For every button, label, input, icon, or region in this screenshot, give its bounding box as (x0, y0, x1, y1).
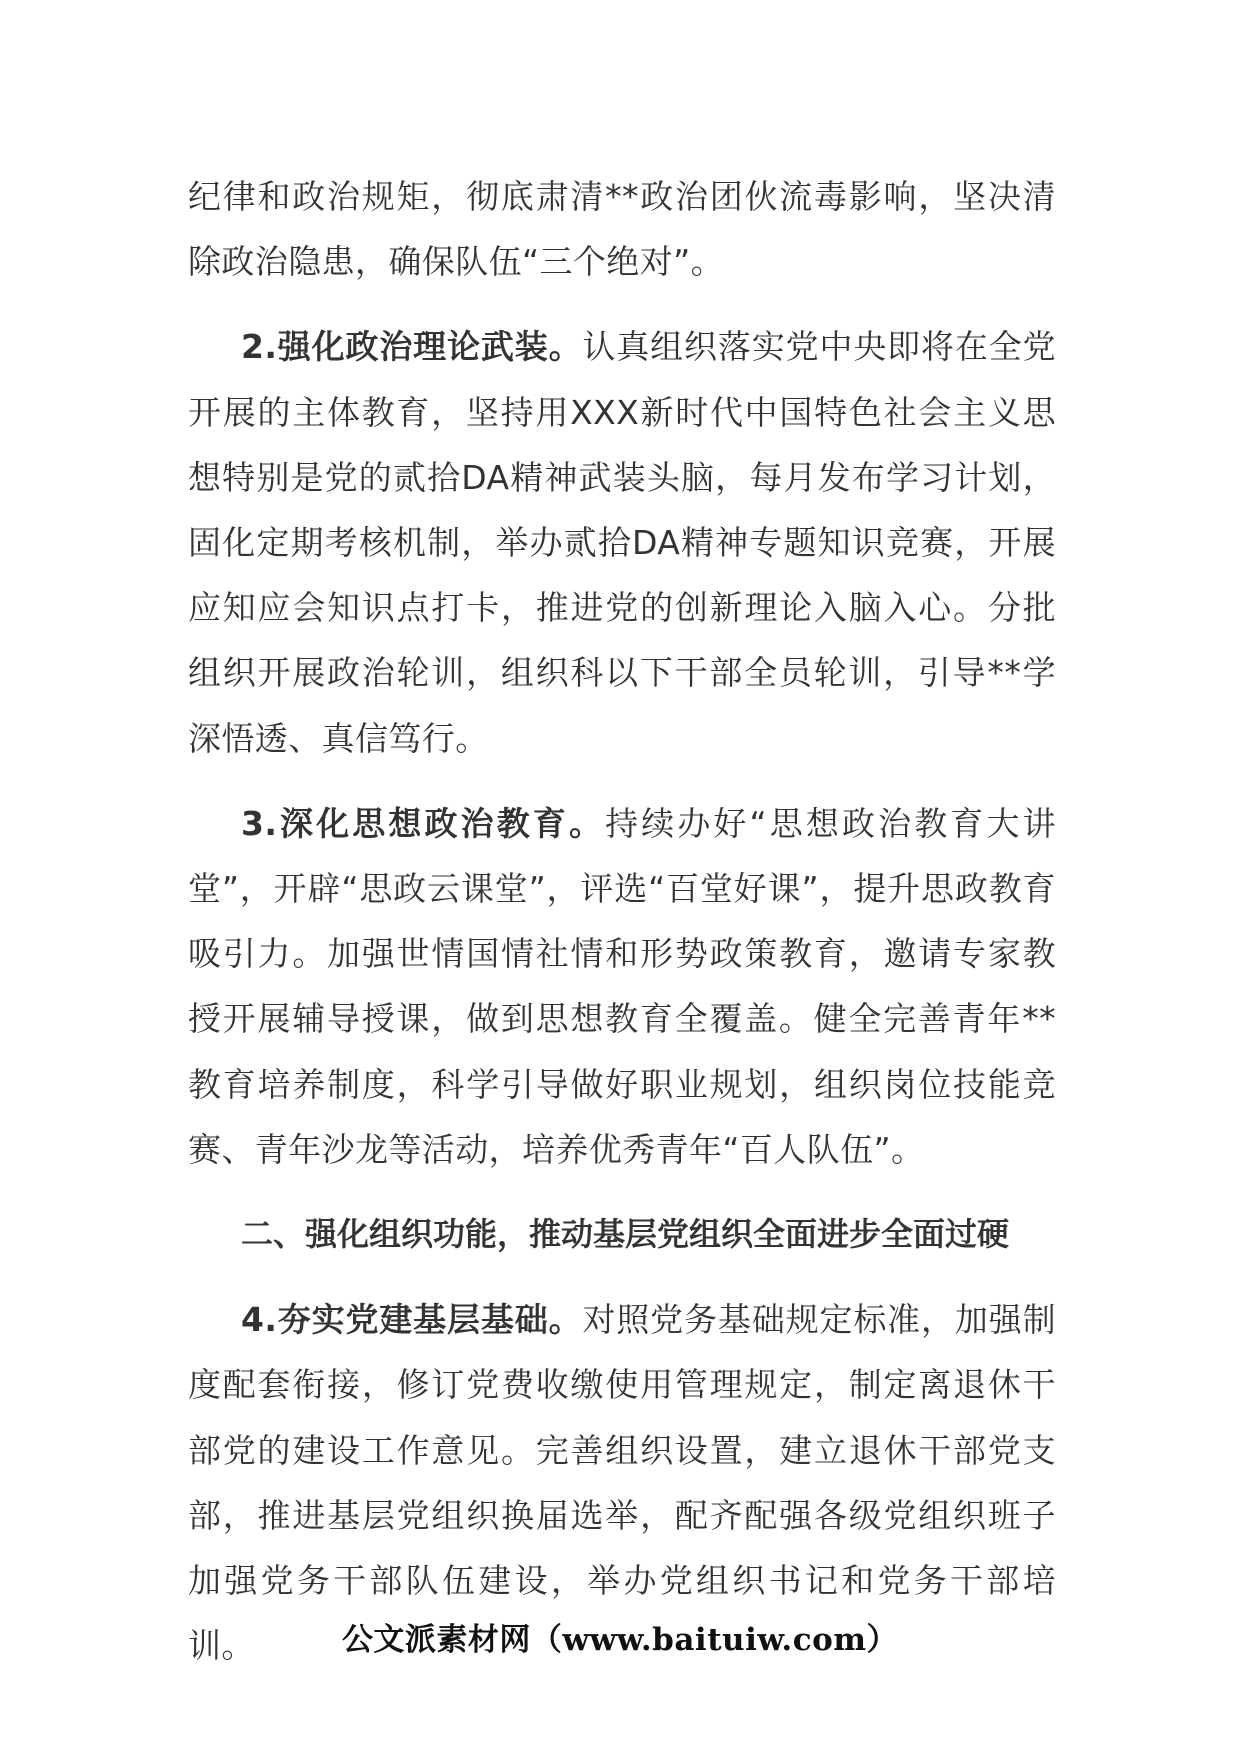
paragraph-text: 纪律和政治规矩，彻底肃清**政治团伙流毒影响，坚决清除政治隐患，确保队伍“三个绝对”。 (188, 177, 1056, 282)
paragraph-text: 持续办好“思想政治教育大讲堂”，开辟“思政云课堂”，评选“百堂好课”，提升思政教育吸引力。加强世情国情社情和形势政策教育，邀请专家教授开展辅导授课，做到思想教育全覆盖。健全完善青年**教育培养制度，科学引导做好职业规划，组织岗位技能竞赛、青年沙龙等活动，培养优秀青年“百人队伍”。 (188, 803, 1056, 1169)
section-heading: 二、强化组织功能，推动基层党组织全面进步全面过硬 (241, 1215, 1010, 1254)
paragraph-item-3 (188, 791, 1056, 1182)
paragraph-text: 对照党务基础规定标准，加强制度配套衔接，修订党费收缴使用管理规定，制定离退休干部党的建设工作意见。完善组织设置，建立退休干部党支部，推进基层党组织换届选举，配齐配强各级党组织班子加强党务干部队伍建设，举办党组织书记和党务干部培训。 (188, 1300, 1056, 1666)
footer-watermark: 公文派素材网（www.baituiw.com） (341, 1622, 899, 1658)
paragraph-continuation (188, 164, 1056, 294)
paragraph-text: 认真组织落实党中央即将在全党开展的主体教育，坚持用XXX新时代中国特色社会主义思想特别是党的贰拾DA精神武装头脑，每月发布学习计划，固化定期考核机制，举办贰拾DA精神专题知识竞赛，开展应知应会知识点打卡，推进党的创新理论入脑入心。分批组织开展政治轮训，组织科以下干部全员轮训，引导**学深悟透、真信笃行。 (188, 327, 1056, 758)
paragraph-item-2 (188, 314, 1056, 770)
paragraph-lead: 4.夯实党建基层基础。 (241, 1300, 583, 1340)
document-body (188, 164, 1056, 1698)
paragraph-lead: 3.深化思想政治教育。 (241, 803, 606, 843)
paragraph-lead: 2.强化政治理论武装。 (241, 327, 583, 367)
